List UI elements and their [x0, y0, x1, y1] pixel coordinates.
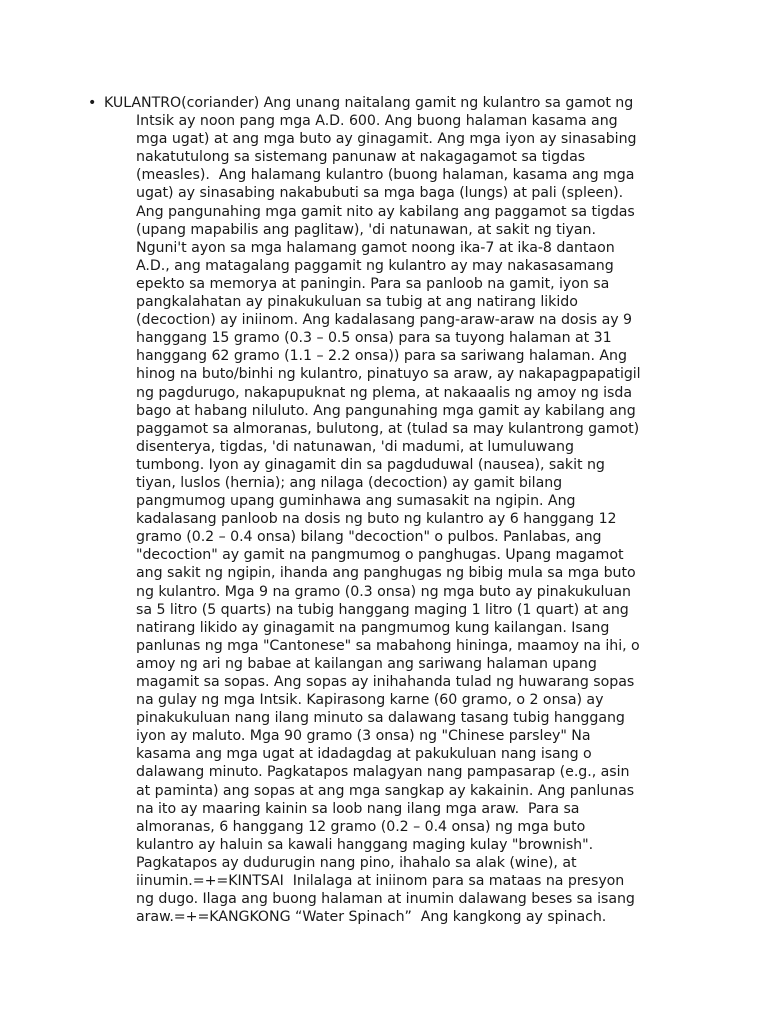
text-line: tiyan, luslos (hernia); ang nilaga (decoction) ay gamit bilang — [136, 474, 563, 491]
text-line: iyon ay maluto. Mga 90 gramo (3 onsa) ng "Chinese parsley" Na — [136, 728, 591, 745]
text-line: gramo (0.2 – 0.4 onsa) bilang "decoction" o pulbos. Panlabas, ang — [136, 529, 602, 546]
text-line: hanggang 15 gramo (0.3 – 0.5 onsa) para sa tuyong halaman at 31 — [136, 330, 612, 347]
text-line: araw.=+=KANGKONG “Water Spinach” Ang kangkong ay spinach. — [136, 909, 607, 926]
text-line: hinog na buto/binhi ng kulantro, pinatuyo sa araw, ay nakapagpapatigil — [136, 366, 641, 383]
text-line: kulantro ay haluin sa kawali hanggang maging kulay "brownish". — [136, 836, 594, 853]
text-line: na ito ay maaring kainin sa loob nang ilang mga araw. Para sa — [136, 800, 580, 817]
text-line: dalawang minuto. Pagkatapos malagyan nang pampasarap (e.g., asin — [136, 764, 630, 781]
text-line: pangmumog upang guminhawa ang sumasakit na ngipin. Ang — [136, 493, 576, 510]
text-line: A.D., ang matagalang paggamit ng kulantro ay may nakasasamang — [136, 257, 614, 274]
text-line: "decoction" ay gamit na pangmumog o panghugas. Upang magamot — [136, 547, 624, 564]
text-line: ugat) ay sinasabing nakabubuti sa mga baga (lungs) at pali (spleen). — [136, 185, 624, 202]
text-line: sa 5 litro (5 quarts) na tubig hanggang maging 1 litro (1 quart) at ang — [136, 601, 629, 618]
text-line: (decoction) ay iniinom. Ang kadalasang pang-araw-araw na dosis ay 9 — [136, 312, 632, 329]
text-line: Nguni't ayon sa mga halamang gamot noong ika-7 at ika-8 dantaon — [136, 239, 615, 256]
text-line: ng dugo. Ilaga ang buong halaman at inumin dalawang beses sa isang — [136, 891, 635, 908]
bullet-icon: • — [88, 95, 97, 111]
text-line: iinumin.=+=KINTSAI Inilalaga at iniinom para sa mataas na presyon — [136, 873, 625, 890]
text-line: disenterya, tigdas, 'di natunawan, 'di madumi, at lumuluwang — [136, 438, 574, 455]
text-line: amoy ng ari ng babae at kailangan ang sariwang halaman upang — [136, 655, 597, 672]
text-line: panlunas ng mga "Cantonese" sa mabahong hininga, maamoy na ihi, o — [136, 637, 640, 654]
text-line: at paminta) ang sopas at ang mga sangkap ay kakainin. Ang panlunas — [136, 782, 635, 799]
text-line: almoranas, 6 hanggang 12 gramo (0.2 – 0.4 onsa) ng mga buto — [136, 818, 586, 835]
text-line: na gulay ng mga Intsik. Kapirasong karne (60 gramo, o 2 onsa) ay — [136, 692, 604, 709]
text-line: mga ugat) at ang mga buto ay ginagamit. Ang mga iyon ay sinasabing — [136, 131, 637, 148]
text-line: tumbong. Iyon ay ginagamit din sa pagduduwal (nausea), sakit ng — [136, 456, 605, 473]
text-line: hanggang 62 gramo (1.1 – 2.2 onsa)) para sa sariwang halaman. Ang — [136, 348, 627, 365]
text-line: Ang pangunahing mga gamit nito ay kabilang ang paggamot sa tigdas — [136, 203, 635, 220]
text-line: ang sakit ng ngipin, ihanda ang panghugas ng bibig mula sa mga buto — [136, 565, 636, 582]
paragraph-text — [104, 94, 678, 926]
text-line: bago at habang niluluto. Ang pangunahing mga gamit ay kabilang ang — [136, 402, 636, 419]
text-line: Pagkatapos ay dudurugin nang pino, ihahalo sa alak (wine), at — [136, 854, 577, 871]
text-line: natirang likido ay ginagamit na pangmumog kung kailangan. Isang — [136, 619, 610, 636]
text-line: paggamot sa almoranas, bulutong, at (tulad sa may kulantrong gamot) — [136, 420, 640, 437]
text-line: pangkalahatan ay pinakukuluan sa tubig at ang natirang likido — [136, 294, 578, 311]
text-line: kadalasang panloob na dosis ng buto ng kulantro ay 6 hanggang 12 — [136, 511, 617, 528]
text-line: (measles). Ang halamang kulantro (buong halaman, kasama ang mga — [136, 167, 635, 184]
text-line: ng kulantro. Mga 9 na gramo (0.3 onsa) ng mga buto ay pinakukuluan — [136, 583, 631, 600]
text-line: ng pagdurugo, nakapupuknat ng plema, at nakaaalis ng amoy ng isda — [136, 384, 632, 401]
text-line: nakatutulong sa sistemang panunaw at nakagagamot sa tigdas — [136, 149, 586, 166]
text-line: KULANTRO(coriander) Ang unang naitalang gamit ng kulantro sa gamot ng — [104, 95, 634, 111]
text-line: epekto sa memorya at paningin. Para sa panloob na gamit, iyon sa — [136, 275, 610, 292]
text-line: kasama ang mga ugat at idadagdag at pakukuluan nang isang o — [136, 746, 592, 763]
text-line: pinakukuluan nang ilang minuto sa dalawang tasang tubig hanggang — [136, 710, 625, 727]
text-line: Intsik ay noon pang mga A.D. 600. Ang buong halaman kasama ang — [136, 113, 618, 130]
text-line: magamit sa sopas. Ang sopas ay inihahanda tulad ng huwarang sopas — [136, 674, 635, 690]
text-line: (upang mapabilis ang paglitaw), 'di natunawan, at sakit ng tiyan. — [136, 221, 596, 238]
